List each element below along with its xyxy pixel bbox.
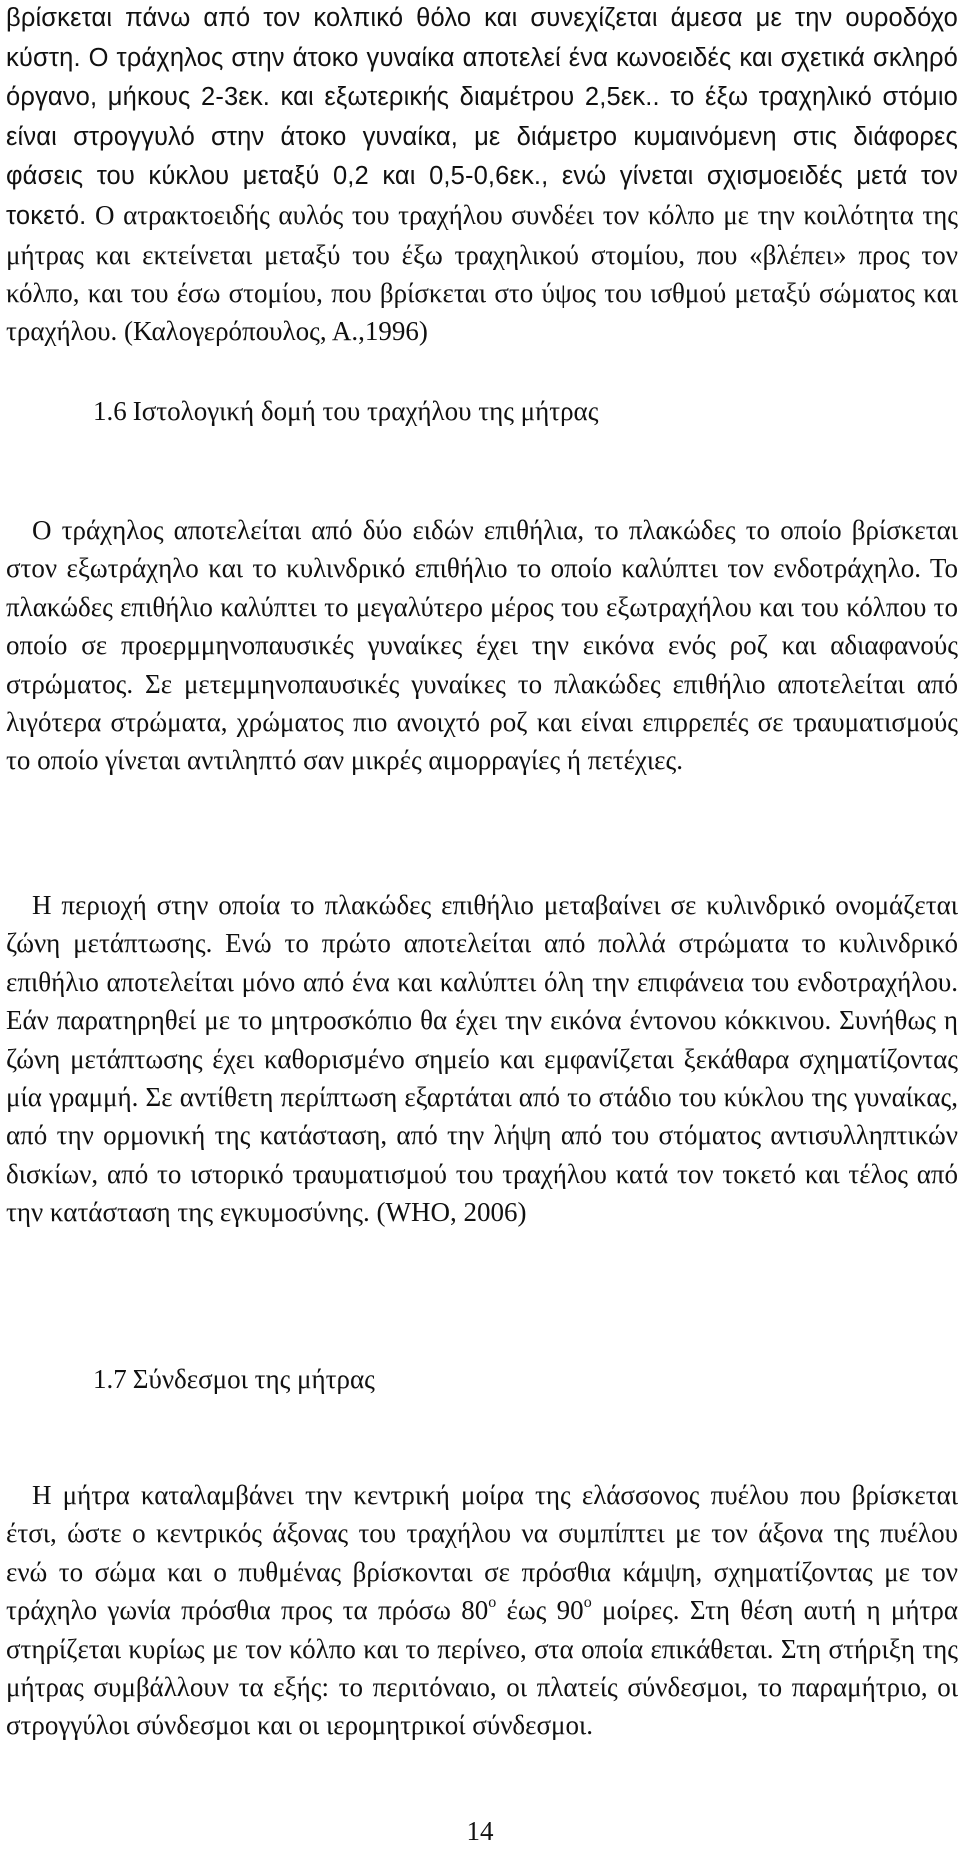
paragraph-uterine-ligaments [6,1476,958,1745]
ligaments-text-part-1: Η μήτρα καταλαμβάνει την κεντρική μοίρα της ελάσσονος πυέλου που βρίσκεται έτσι, ώστε ο κεντρικός άξονας του τραχήλου να συμπίπτει με τον άξονα της πυέλου ενώ το σώμα και ο πυθμένας βρίσκονται σε πρόσθια κάμψη, σχηματίζοντας με τον τράχηλο γωνία πρόσθια προς τα πρόσω 80 [6,1480,958,1626]
section-title-1-7: Σύνδεσμοι της μήτρας [132,1364,375,1394]
degree-superscript-2: ο [583,1594,592,1612]
section-heading-1-7 [93,1360,375,1398]
paragraph-cervix-anatomy-part-sans: βρίσκεται πάνω από τον κολπικό θόλο και συνεχίζεται άμεσα με την ουροδόχο κύστη. Ο τράχηλος στην άτοκο γυναίκα αποτελεί ένα κωνοειδές και σχετικά σκληρό όργανο, μήκους 2-3εκ. και εξωτερικής διαμέτρου 2,5εκ.. το έξω τραχηλικό στόμιο είναι στρογγυλό στην άτοκο γυναίκα, με διάμετρο κυμαινόμενη στις διάφορες φάσεις του κύκλου μεταξύ 0,2 και 0,5-0,6εκ., ενώ γίνεται σχισμοειδές μετά τον τοκετό. [6,4,958,230]
section-heading-1-6 [93,392,598,430]
ligaments-text-part-3: μοίρες. Στη θέση αυτή η μήτρα στηρίζεται κυρίως με τον κόλπο και το περίνεο, στα οποία επικάθεται. Στη στήριξη της μήτρας συμβάλλουν τα εξής: το περιτόναιο, οι πλατείς σύνδεσμοι, το παραμήτριο, οι στρογγύλοι σύνδεσμοι και οι ιερομητρικοί σύνδεσμοι. [6,1595,958,1741]
section-number-1-6: 1.6 [93,396,127,426]
degree-superscript-1: ο [488,1594,497,1612]
section-number-1-7: 1.7 [93,1364,127,1394]
paragraph-cervix-anatomy [6,0,958,351]
paragraph-cervix-epithelia: Ο τράχηλος αποτελείται από δύο ειδών επιθήλια, το πλακώδες το οποίο βρίσκεται στον εξωτράχηλο και το κυλινδρικό επιθήλιο το οποίο καλύπτει τον ενδοτράχηλο. Το πλακώδες επιθήλιο καλύπτει το μεγαλύτερο μέρος του εξωτραχήλου και του κόλπου το οποίο σε προερμμηνοπαυσικές γυναίκες έχει την εικόνα ενός ροζ και αδιαφανούς στρώματος. Σε μετεμμηνοπαυσικές γυναίκες το πλακώδες επιθήλιο αποτελείται από λιγότερα στρώματα, χρώματος πιο ανοιχτό ροζ και είναι επιρρεπές σε τραυματισμούς το οποίο γίνεται αντιληπτό σαν μικρές αιμορραγίες ή πετέχιες. [6,515,958,776]
paragraph-cervix-anatomy-part-serif: Ο ατρακτοειδής αυλός του τραχήλου συνδέει τον κόλπο με την κοιλότητα της μήτρας και εκτείνεται μεταξύ του έξω τραχηλικού στομίου, που «βλέπει» προς τον κόλπο, και του έσω στομίου, που βρίσκεται στο ύψος του ισθμού μεταξύ σώματος και τραχήλου. (Καλογερόπουλος, Α.,1996) [6,199,958,347]
page-number: 14 [466,1816,494,1846]
paragraph-transformation-zone: Η περιοχή στην οποία το πλακώδες επιθήλιο μεταβαίνει σε κυλινδρικό ονομάζεται ζώνη μετάπτωσης. Ενώ το πρώτο αποτελείται από πολλά στρώματα το κυλινδρικό επιθήλιο αποτελείται μόνο από ένα και καλύπτει όλη την επιφάνεια του ενδοτραχήλου. Εάν παρατηρηθεί με το μητροσκόπιο θα έχει την εικόνα έντονου κόκκινου. Συνήθως η ζώνη μετάπτωσης έχει καθορισμένο σημείο και εμφανίζεται ξεκάθαρα σχηματίζοντας μία γραμμή. Σε αντίθετη περίπτωση εξαρτάται από το στάδιο του κύκλου της γυναίκας, από την ορμονική της κατάσταση, από την λήψη από του στόματος αντισυλληπτικών δισκίων, από το ιστορικό τραυματισμού του τραχήλου κατά τον τοκετό και τέλος από την κατάσταση της εγκυμοσύνης. (WHO, 2006) [6,890,958,1228]
section-title-1-6: Ιστολογική δομή του τραχήλου της μήτρας [132,396,599,426]
ligaments-text-part-2: έως 90 [496,1595,584,1626]
